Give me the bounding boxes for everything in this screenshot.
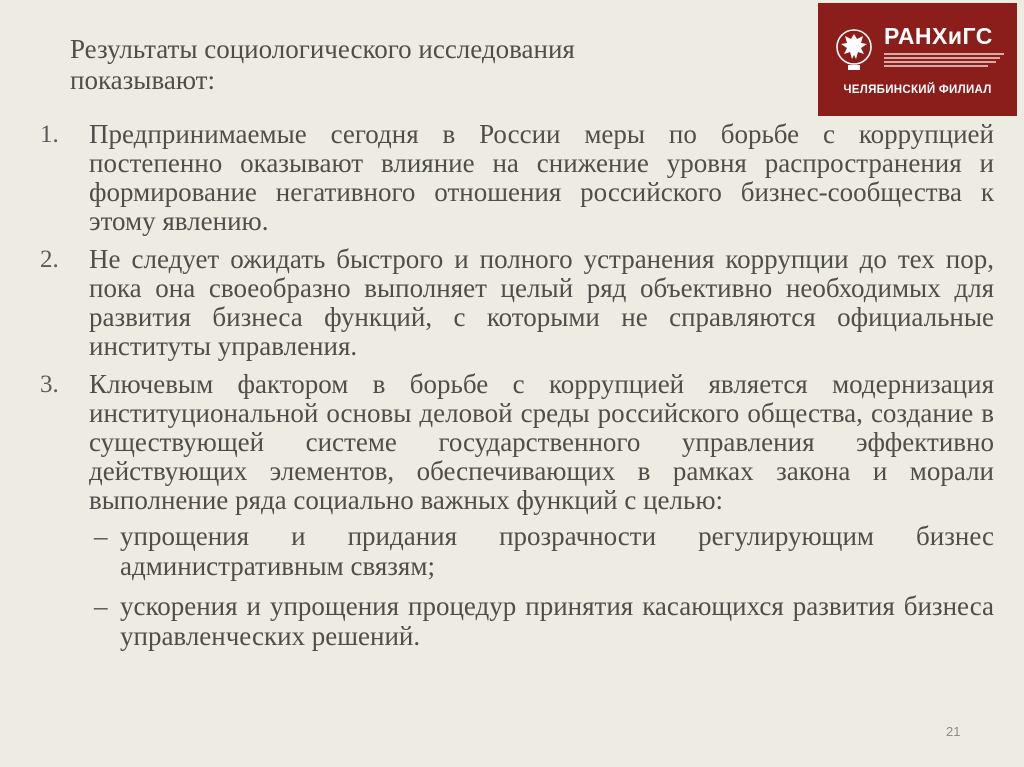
sub-item-2-dash: –: [94, 591, 108, 621]
ranepa-logo: [818, 3, 1017, 116]
list-item-3: [34, 370, 994, 515]
sub-item-1-dash: –: [94, 521, 108, 551]
list-item-1-number: 1.: [40, 121, 59, 148]
list-item-1: [34, 120, 994, 245]
page-title: [70, 34, 770, 96]
title-line-2: показывают:: [70, 65, 215, 95]
sub-item-1-text: упрощения и придания прозрачности регулирующим бизнес административным связям;: [120, 521, 994, 581]
list-item-2-text: Не следует ожидать быстрого и полного устранения коррупции до тех пор, пока она своеобразно выполняет целый ряд объективно необходимых для развития бизнеса функций, с которыми не справляются официальные институты управления.: [89, 244, 994, 361]
list-item-1-text: Предпринимаемые сегодня в России меры по борьбе с коррупцией постепенно оказывают влияние на снижение уровня распространения и формирование негативного отношения российского бизнес-сообщества к этому явлению.: [89, 119, 994, 236]
list-item-2: [34, 245, 994, 370]
list-item-3-text: Ключевым фактором в борьбе с коррупцией является модернизация институциональной основы деловой среды российского общества, создание в существующей системе государственного управления эффективно действующих элементов, обеспечивающих в рамках закона и морали выполнение ряда социально важных функций с целью:: [89, 369, 994, 515]
sub-item-1: [34, 521, 994, 581]
list-item-3-number: 3.: [40, 371, 59, 398]
sub-item-2-text: ускорения и упрощения процедур принятия касающихся развития бизнеса управленческих решений.: [120, 591, 994, 651]
findings-list: [34, 120, 994, 651]
double-headed-eagle-icon: [834, 25, 874, 73]
title-line-1: Результаты социологического исследования: [70, 34, 575, 64]
page-number: 21: [946, 724, 961, 739]
logo-branch: ЧЕЛЯБИНСКИЙ ФИЛИАЛ: [843, 84, 992, 96]
sub-item-2: [34, 591, 994, 651]
list-item-2-number: 2.: [40, 246, 59, 273]
logo-fine-print: [884, 53, 1004, 71]
logo-brand: РАНХиГС: [884, 23, 993, 49]
